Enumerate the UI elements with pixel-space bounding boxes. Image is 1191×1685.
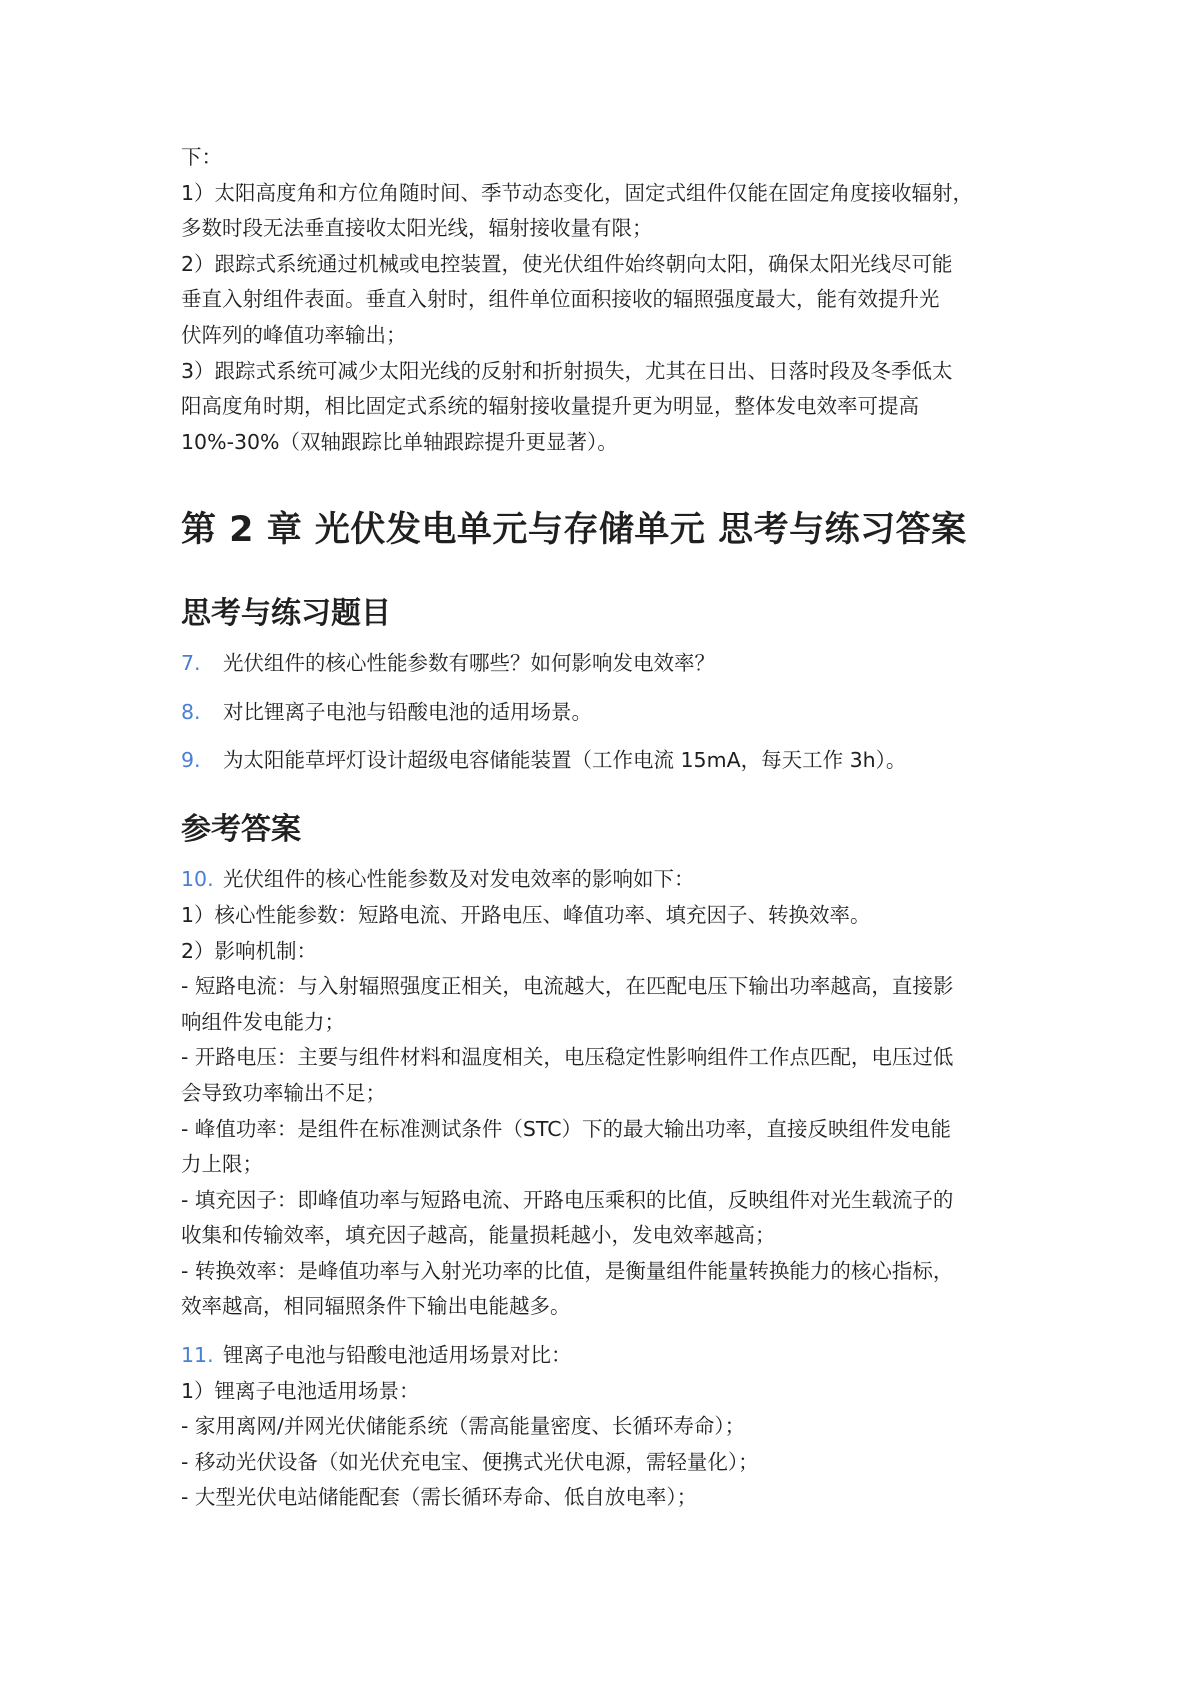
answer-line: - 家用离网/并网光伏储能系统（需高能量密度、长循环寿命）； bbox=[181, 1414, 746, 1439]
answer-line: 力上限； bbox=[181, 1152, 263, 1177]
question-item bbox=[181, 743, 1041, 778]
question-item bbox=[181, 695, 1041, 730]
intro-line: 1）太阳高度角和方位角随时间、季节动态变化，固定式组件仅能在固定角度接收辐射， bbox=[181, 180, 974, 205]
answer-line: 2）影响机制： bbox=[181, 938, 318, 963]
answer-line: - 转换效率：是峰值功率与入射光功率的比值，是衡量组件能量转换能力的核心指标， bbox=[181, 1258, 954, 1283]
answer-line: 效率越高，相同辐照条件下输出电能越多。 bbox=[181, 1294, 571, 1319]
question-list bbox=[181, 646, 1041, 778]
question-number: 9. bbox=[181, 748, 201, 773]
answer-line: 响组件发电能力； bbox=[181, 1009, 345, 1034]
answer-number: 10. bbox=[181, 867, 214, 892]
intro-line: 2）跟踪式系统通过机械或电控装置，使光伏组件始终朝向太阳，确保太阳光线尽可能 bbox=[181, 251, 953, 276]
answer-title: 光伏组件的核心性能参数及对发电效率的影响如下： bbox=[223, 867, 695, 892]
answer-title-line bbox=[181, 1338, 1041, 1374]
intro-line: 垂直入射组件表面。垂直入射时，组件单位面积接收的辐照强度最大，能有效提升光 bbox=[181, 287, 940, 312]
answer-line: - 大型光伏电站储能配套（需长循环寿命、低自放电率）； bbox=[181, 1485, 698, 1510]
answer-line: 1）核心性能参数：短路电流、开路电压、峰值功率、填充因子、转换效率。 bbox=[181, 902, 871, 927]
question-number: 7. bbox=[181, 651, 201, 676]
answer-11 bbox=[181, 1338, 1041, 1516]
intro-line: 10%-30%（双轴跟踪比单轴跟踪提升更显著）。 bbox=[181, 429, 618, 454]
question-text: 对比锂离子电池与铅酸电池的适用场景。 bbox=[223, 699, 592, 724]
answer-line: 1）锂离子电池适用场景： bbox=[181, 1378, 420, 1403]
intro-line: 3）跟踪式系统可减少太阳光线的反射和折射损失，尤其在日出、日落时段及冬季低太 bbox=[181, 358, 953, 383]
chapter-title: 第 2 章 光伏发电单元与存储单元 思考与练习答案 bbox=[181, 510, 967, 551]
paragraph-spacer bbox=[181, 1325, 1041, 1338]
answers-heading: 参考答案 bbox=[181, 812, 301, 848]
answer-line: - 填充因子：即峰值功率与短路电流、开路电压乘积的比值，反映组件对光生载流子的 bbox=[181, 1187, 954, 1212]
answer-line: - 移动光伏设备（如光伏充电宝、便携式光伏电源，需轻量化）； bbox=[181, 1449, 759, 1474]
intro-section bbox=[181, 140, 1041, 460]
question-number: 8. bbox=[181, 699, 201, 724]
question-text: 光伏组件的核心性能参数有哪些？如何影响发电效率？ bbox=[223, 651, 715, 676]
intro-line: 下： bbox=[181, 145, 222, 169]
intro-line: 伏阵列的峰值功率输出； bbox=[181, 322, 407, 347]
answer-line: - 峰值功率：是组件在标准测试条件（STC）下的最大输出功率，直接反映组件发电能 bbox=[181, 1116, 952, 1141]
questions-heading: 思考与练习题目 bbox=[181, 596, 391, 632]
document-page bbox=[181, 140, 1041, 1516]
answer-10 bbox=[181, 862, 1041, 1325]
intro-line: 阳高度角时期，相比固定式系统的辐射接收量提升更为明显，整体发电效率可提高 bbox=[181, 394, 919, 419]
answer-title: 锂离子电池与铅酸电池适用场景对比： bbox=[223, 1343, 572, 1368]
answer-number: 11. bbox=[181, 1343, 214, 1368]
intro-line: 多数时段无法垂直接收太阳光线，辐射接收量有限； bbox=[181, 216, 653, 241]
answer-line: - 开路电压：主要与组件材料和温度相关，电压稳定性影响组件工作点匹配，电压过低 bbox=[181, 1045, 954, 1070]
question-item bbox=[181, 646, 1041, 681]
answer-title-line bbox=[181, 862, 1041, 898]
answer-line: - 短路电流：与入射辐照强度正相关，电流越大，在匹配电压下输出功率越高，直接影 bbox=[181, 974, 954, 999]
question-text: 为太阳能草坪灯设计超级电容储能装置（工作电流 15mA，每天工作 3h）。 bbox=[223, 748, 907, 773]
answer-line: 会导致功率输出不足； bbox=[181, 1080, 386, 1105]
answer-line: 收集和传输效率，填充因子越高，能量损耗越小，发电效率越高； bbox=[181, 1223, 776, 1248]
